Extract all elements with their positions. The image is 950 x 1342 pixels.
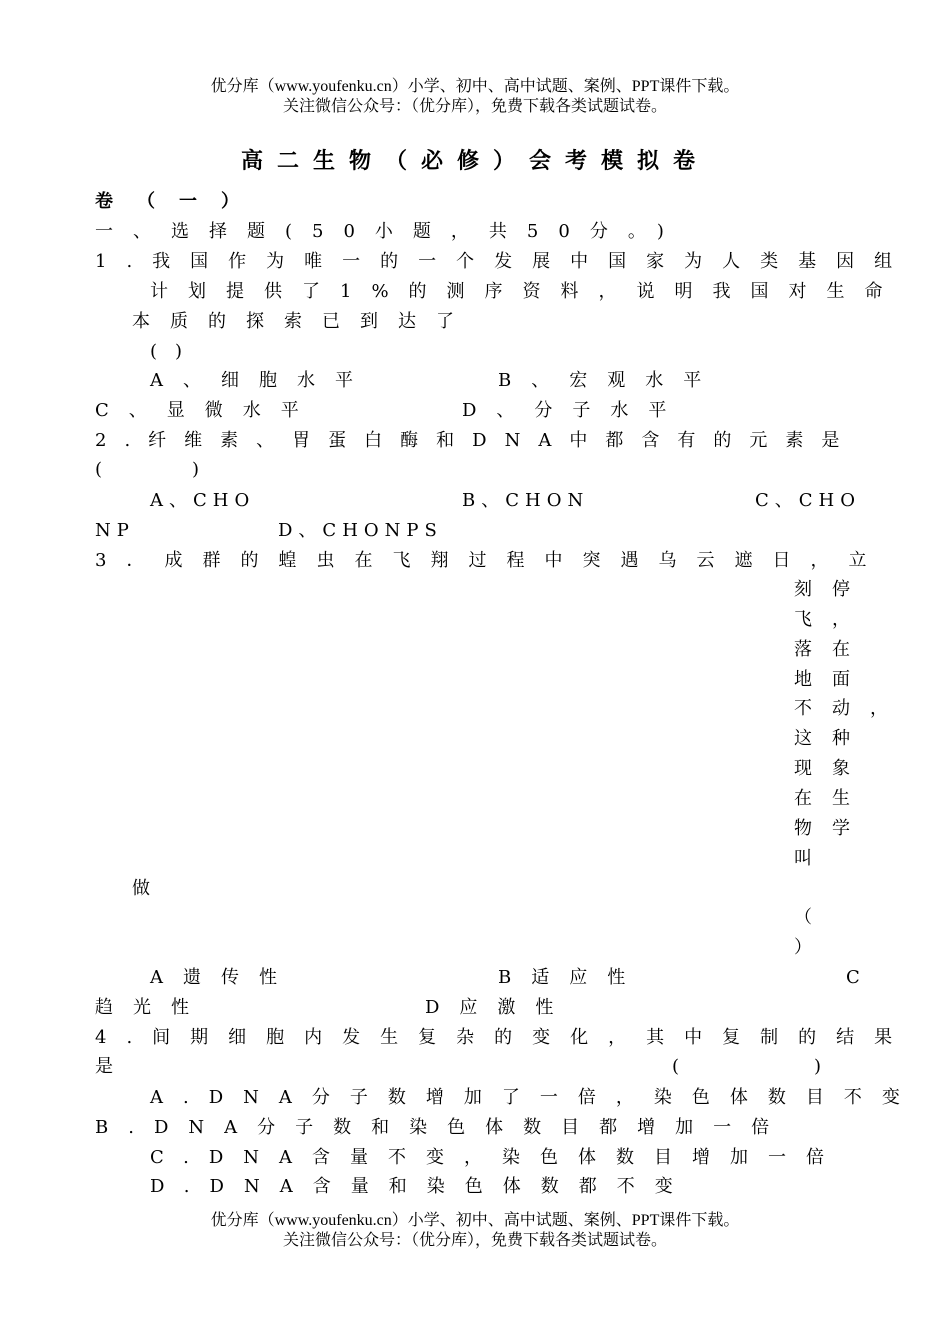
q4-bracket-open: ( bbox=[672, 1056, 680, 1077]
q3-bracket-close: ） bbox=[794, 937, 812, 958]
q4-line-2: 是 bbox=[95, 1056, 113, 1077]
footer-line-1: 优分库（www.youfenku.cn）小学、初中、高中试题、案例、PPT课件下载。 bbox=[210, 1212, 740, 1229]
q2-option-c: C、CHO bbox=[755, 490, 861, 511]
q3-option-d: D应激性 bbox=[425, 997, 574, 1018]
q3-option-a: A遗传性 bbox=[150, 967, 297, 988]
q1-option-b: B、宏观水平 bbox=[498, 370, 722, 391]
q1-option-d: D、分子水平 bbox=[462, 400, 687, 421]
q3-col-line: 在生 bbox=[794, 788, 870, 809]
q3-col-line: 物学 bbox=[794, 818, 870, 839]
q3-line-1: 3．成群的蝗虫在飞翔过程中突遇乌云遮日，立 bbox=[95, 550, 887, 571]
header-line-1: 优分库（www.youfenku.cn）小学、初中、高中试题、案例、PPT课件下载。 bbox=[210, 78, 740, 95]
q3-col-line: 落在 bbox=[794, 639, 870, 660]
q2-option-d: D、CHONPS bbox=[278, 520, 443, 541]
q3-col-line: 刻停 bbox=[794, 579, 870, 600]
paper-label: 卷（一） bbox=[95, 191, 263, 212]
q2-option-a: A、CHO bbox=[150, 490, 256, 511]
q4-option-d: D.DNA含量和染色体数都不变 bbox=[150, 1176, 693, 1197]
q1-line-2: 计划提供了1%的测序资料，说明我国对生命 bbox=[150, 281, 903, 302]
q3-col-line: 飞， bbox=[794, 609, 870, 630]
q4-line-1: 4.间期细胞内发生复杂的变化，其中复制的结果 bbox=[95, 1027, 913, 1048]
q1-line-3: 本质的探索已到达了 bbox=[132, 311, 474, 332]
q3-option-c: 趋光性 bbox=[95, 997, 209, 1018]
q1-option-a: A、细胞水平 bbox=[150, 370, 373, 391]
q3-col-line: 地面 bbox=[794, 669, 870, 690]
q4-option-a: A.DNA分子数增加了一倍，染色体数目不变 bbox=[150, 1087, 920, 1108]
q3-option-c-letter: C bbox=[846, 967, 860, 988]
q1-bracket: ( ) bbox=[150, 341, 183, 362]
q3-col-line: 叫 bbox=[794, 848, 832, 869]
q2-option-b: B、CHON bbox=[462, 490, 590, 511]
q4-bracket-close: ) bbox=[814, 1056, 822, 1077]
q3-bracket-open: （ bbox=[794, 907, 812, 928]
q1-line-1: 1.我国作为唯一的一个发展中国家为人类基因组 bbox=[95, 251, 913, 272]
q2-option-c-cont: NP bbox=[95, 520, 135, 541]
q3-option-b: B适应性 bbox=[498, 967, 646, 988]
q3-col-line: 这种 bbox=[794, 728, 870, 749]
q2-line-1: 2.纤维素、胃蛋白酶和DNA中都含有的元素是 bbox=[95, 430, 858, 451]
q4-option-b: B.DNA分子数和染色体数目都增加一倍 bbox=[95, 1117, 790, 1138]
footer-line-2: 关注微信公众号：（优分库），免费下载各类试题试卷。 bbox=[282, 1232, 667, 1249]
q3-tail: 做 bbox=[132, 878, 150, 899]
q3-col-line: 不动， bbox=[794, 698, 908, 719]
section-heading: 一、选择题(50小题，共50分。) bbox=[95, 221, 684, 242]
q1-option-c: C、显微水平 bbox=[95, 400, 319, 421]
page-title: 高二生物（必修）会考模拟卷 bbox=[240, 148, 709, 174]
q4-option-c: C.DNA含量不变，染色体数目增加一倍 bbox=[150, 1147, 845, 1168]
q3-col-line: 现象 bbox=[794, 758, 870, 779]
header-line-2: 关注微信公众号：（优分库），免费下载各类试题试卷。 bbox=[282, 98, 667, 115]
q2-bracket: ( ) bbox=[95, 459, 200, 480]
